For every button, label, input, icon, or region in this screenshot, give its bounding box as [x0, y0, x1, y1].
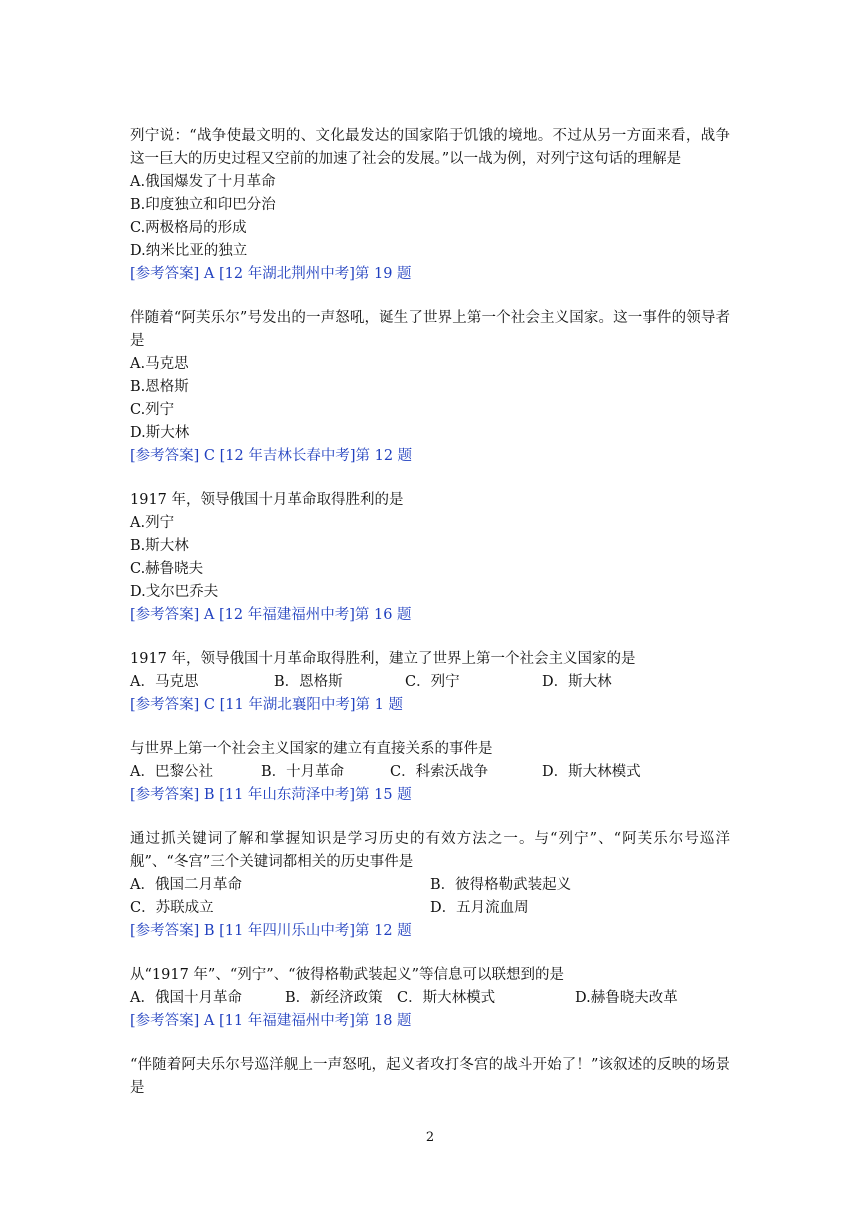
option-d: D.斯大林	[130, 425, 190, 441]
option-a: A．俄国二月革命	[130, 877, 242, 893]
option-b: B.印度独立和印巴分治	[130, 197, 276, 213]
option-d: D.赫鲁晓夫改革	[575, 990, 678, 1006]
question-2	[130, 307, 730, 468]
option-d: D.纳米比亚的独立	[130, 243, 248, 259]
option-b: B.斯大林	[130, 538, 189, 554]
option-b: B．新经济政策	[285, 990, 383, 1006]
answer-line: [参考答案] A [12 年福建福州中考]第 16 题	[130, 607, 412, 623]
option-a: A.列宁	[130, 515, 175, 531]
option-a: A.俄国爆发了十月革命	[130, 174, 276, 190]
question-5	[130, 738, 730, 807]
question-stem: 列宁说：“战争使最文明的、文化最发达的国家陷于饥饿的境地。不过从另一方面来看，战争这一巨大的历史过程又空前的加速了社会的发展。”以一战为例，对列宁这句话的理解是	[130, 128, 730, 167]
option-d: D.戈尔巴乔夫	[130, 584, 219, 600]
option-d: D．五月流血周	[430, 900, 529, 916]
option-b: B.恩格斯	[130, 379, 189, 395]
option-a: A．马克思	[130, 674, 199, 690]
question-8	[130, 1054, 730, 1100]
option-a: A．巴黎公社	[130, 764, 213, 780]
document-page	[130, 125, 730, 1121]
question-stem: 1917 年，领导俄国十月革命取得胜利的是	[130, 492, 404, 508]
page-number: 2	[425, 1130, 435, 1145]
option-d: D．斯大林	[542, 674, 612, 690]
answer-line: [参考答案] C [12 年吉林长春中考]第 12 题	[130, 448, 413, 464]
option-c: C.赫鲁晓夫	[130, 561, 204, 577]
option-c: C.两极格局的形成	[130, 220, 247, 236]
option-d: D．斯大林模式	[542, 764, 641, 780]
option-b: B．恩格斯	[274, 674, 343, 690]
options-row	[130, 761, 730, 784]
answer-line: [参考答案] C [11 年湖北襄阳中考]第 1 题	[130, 697, 403, 713]
option-b: B．十月革命	[261, 764, 345, 780]
options-grid	[130, 874, 730, 920]
question-6	[130, 828, 730, 943]
answer-line: [参考答案] A [12 年湖北荆州中考]第 19 题	[130, 266, 412, 282]
answer-line: [参考答案] B [11 年四川乐山中考]第 12 题	[130, 923, 412, 939]
option-c: C．苏联成立	[130, 900, 214, 916]
option-b: B．彼得格勒武装起义	[430, 877, 572, 893]
question-3	[130, 489, 730, 627]
question-4	[130, 648, 730, 717]
option-a: A．俄国十月革命	[130, 990, 242, 1006]
question-7	[130, 964, 730, 1033]
option-a: A.马克思	[130, 356, 189, 372]
answer-line: [参考答案] A [11 年福建福州中考]第 18 题	[130, 1013, 412, 1029]
option-c: C．斯大林模式	[397, 990, 496, 1006]
question-1	[130, 125, 730, 286]
question-stem: 通过抓关键词了解和掌握知识是学习历史的有效方法之一。与“列宁”、“阿芙乐尔号巡洋舰”、“冬宫”三个关键词都相关的历史事件是	[130, 831, 730, 870]
question-stem: 1917 年，领导俄国十月革命取得胜利，建立了世界上第一个社会主义国家的是	[130, 651, 636, 667]
option-c: C．科索沃战争	[390, 764, 489, 780]
options-row	[130, 671, 730, 694]
question-stem: 从“1917 年”、“列宁”、“彼得格勒武装起义”等信息可以联想到的是	[130, 967, 564, 983]
question-stem: 与世界上第一个社会主义国家的建立有直接关系的事件是	[130, 741, 493, 757]
options-row	[130, 987, 730, 1010]
question-stem: “伴随着阿夫乐尔号巡洋舰上一声怒吼，起义者攻打冬宫的战斗开始了！”该叙述的反映的场景是	[130, 1057, 730, 1096]
option-c: C.列宁	[130, 402, 175, 418]
option-c: C．列宁	[405, 674, 460, 690]
question-stem: 伴随着“阿芙乐尔”号发出的一声怒吼，诞生了世界上第一个社会主义国家。这一事件的领导者是	[130, 310, 730, 349]
answer-line: [参考答案] B [11 年山东菏泽中考]第 15 题	[130, 787, 412, 803]
